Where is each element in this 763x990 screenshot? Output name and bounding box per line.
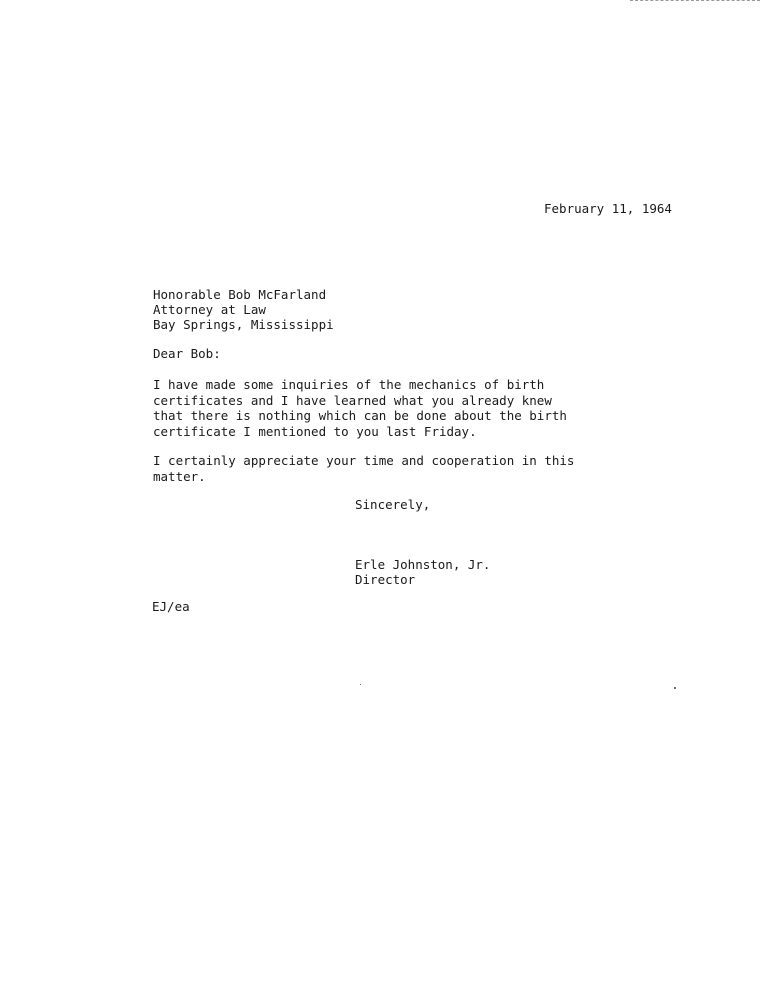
body-paragraph-1 [153, 377, 567, 439]
recipient-name: Honorable Bob McFarland [153, 287, 327, 302]
recipient-location: Bay Springs, Mississippi [153, 317, 334, 332]
signature-block [355, 557, 490, 587]
paragraph-line: I certainly appreciate your time and cooperation in this [153, 453, 575, 468]
paragraph-line: matter. [153, 468, 206, 484]
closing: Sincerely, [355, 497, 431, 512]
paragraph-line: certificates and I have learned what you already knew [153, 392, 552, 408]
scan-edge-mark [630, 0, 760, 1]
scan-speck [674, 687, 676, 689]
signer-name: Erle Johnston, Jr. [355, 557, 491, 572]
salutation: Dear Bob: [153, 346, 221, 361]
paragraph-line: that there is nothing which can be done about the birth [153, 408, 567, 423]
typist-initials: EJ/ea [152, 599, 190, 614]
scan-speck [360, 684, 361, 685]
letter-date: February 11, 1964 [544, 201, 672, 216]
paragraph-line: certificate I mentioned to you last Friday. [153, 423, 477, 439]
recipient-title: Attorney at Law [153, 302, 266, 317]
recipient-address [153, 287, 334, 332]
body-paragraph-2 [153, 453, 574, 484]
signer-title: Director [355, 572, 416, 587]
paragraph-line: I have made some inquiries of the mechanics of birth [153, 377, 545, 392]
